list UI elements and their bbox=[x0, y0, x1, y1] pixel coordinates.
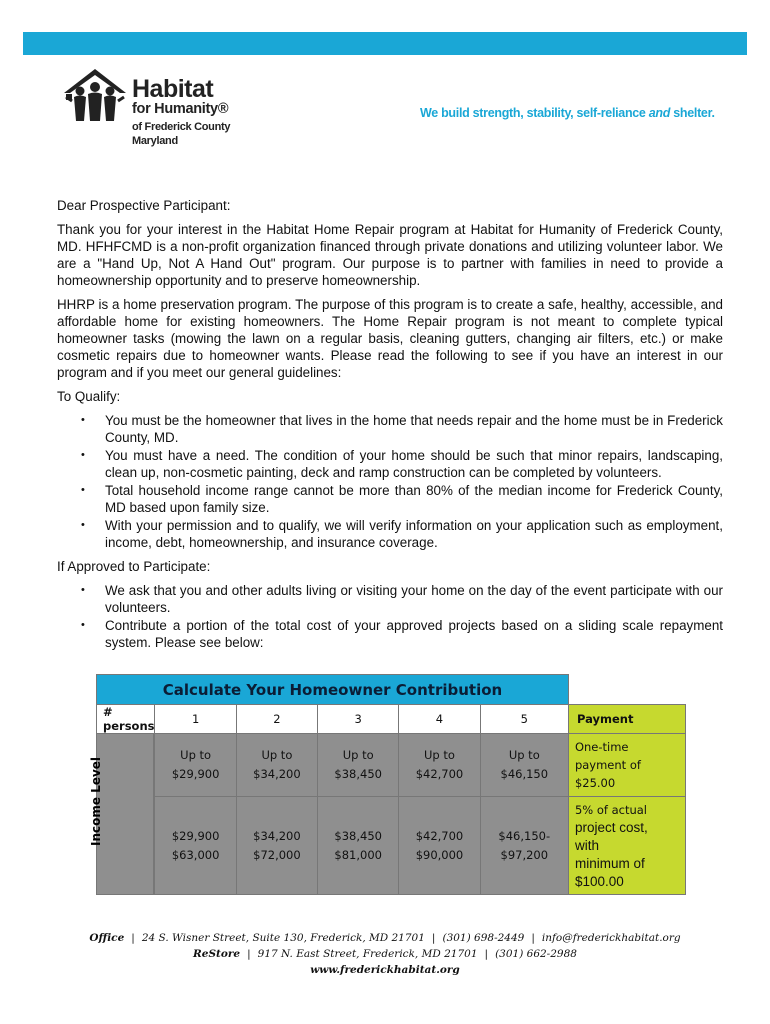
income-level-label: Income Level bbox=[89, 756, 103, 846]
list-item bbox=[57, 447, 723, 481]
cell-value: $81,000 bbox=[334, 847, 382, 862]
logo-wordmark bbox=[132, 77, 230, 148]
payment-cell-tier-2 bbox=[568, 797, 685, 895]
list-item bbox=[57, 412, 723, 446]
income-cell bbox=[236, 797, 317, 895]
cell-line: Up to bbox=[180, 748, 212, 762]
cell-value: $38,450 bbox=[334, 767, 382, 781]
footer-restore-line: ReStore | 917 N. East Street, Frederick, MD 21701 | (301) 662-2988 bbox=[193, 948, 577, 960]
table-row bbox=[97, 797, 686, 895]
office-phone: (301) 698-2449 bbox=[442, 932, 525, 944]
income-cell bbox=[155, 797, 236, 895]
cell-value: $29,900 bbox=[171, 828, 220, 843]
cell-value: $97,200 bbox=[500, 847, 549, 862]
logo-county: of Frederick County bbox=[132, 121, 231, 133]
payment-line: minimum of bbox=[574, 855, 645, 871]
cell-value: $34,200 bbox=[253, 767, 301, 781]
restore-phone: (301) 662-2988 bbox=[495, 948, 577, 960]
footer-office-line: Office | 24 S. Wisner Street, Suite 130, Frederick, MD 21701 | (301) 698-2449 | info@frederickhabitat.org bbox=[89, 932, 681, 944]
cell-value: $34,200 bbox=[253, 828, 301, 843]
cell-line: Up to bbox=[261, 748, 293, 762]
logo-habitat: Habitat bbox=[132, 75, 214, 103]
cell-value: $72,000 bbox=[253, 847, 301, 862]
bullet-icon: • bbox=[81, 519, 85, 531]
persons-1: 1 bbox=[155, 705, 236, 734]
cell-line: Up to bbox=[424, 748, 455, 762]
tagline bbox=[420, 106, 715, 120]
logo-for-humanity: for Humanity® bbox=[132, 101, 229, 117]
bullet-icon: • bbox=[81, 619, 85, 631]
list-item-text: We ask that you and other adults living or visiting your home on the day of the event participate with our volunteers. bbox=[105, 583, 723, 615]
list-item-text: Total household income range cannot be more than 80% of the median income for Frederick County, MD based upon family size. bbox=[105, 483, 723, 515]
income-cell bbox=[318, 797, 399, 895]
list-item bbox=[57, 582, 723, 616]
qualify-list bbox=[57, 412, 723, 551]
income-cell bbox=[155, 734, 236, 797]
payment-line: payment of bbox=[574, 758, 641, 772]
bullet-icon: • bbox=[81, 584, 85, 596]
list-item bbox=[57, 482, 723, 516]
persons-3: 3 bbox=[318, 705, 399, 734]
income-cell bbox=[399, 797, 480, 895]
list-item bbox=[57, 617, 723, 651]
tagline-emphasis: and bbox=[648, 106, 671, 120]
persons-2: 2 bbox=[236, 705, 317, 734]
persons-header: # persons bbox=[97, 705, 155, 734]
cell-value: $42,700 bbox=[415, 828, 464, 843]
salutation: Dear Prospective Participant: bbox=[57, 198, 231, 213]
footer-contact bbox=[0, 930, 770, 978]
tagline-part-1: We build strength, stability, self-reliance bbox=[420, 106, 649, 120]
cell-line: Up to bbox=[342, 748, 374, 762]
habitat-logo bbox=[62, 67, 232, 157]
list-item-text: You must be the homeowner that lives in the home that needs repair and the home must be in Frederick County, MD. bbox=[105, 413, 723, 445]
intro-paragraph: Thank you for your interest in the Habitat Home Repair program at Habitat for Humanity of Frederick County, MD. HFHFCMD is a non-profit organization financed through private donations and utilizing volunteer labor. We are a "Hand Up, Not A Hand Out" program. Our purpose is to partner with families in need to provide a homeownership opportunity and to preserve homeownership. bbox=[57, 222, 723, 288]
list-item bbox=[57, 517, 723, 551]
cell-value: $38,450 bbox=[334, 828, 382, 843]
persons-4: 4 bbox=[399, 705, 480, 734]
income-cell bbox=[480, 734, 568, 797]
table-title: Calculate Your Homeowner Contribution bbox=[97, 675, 569, 705]
income-cell bbox=[318, 734, 399, 797]
income-cell bbox=[236, 734, 317, 797]
qualify-heading: To Qualify: bbox=[57, 389, 121, 404]
tagline-part-2: shelter. bbox=[670, 106, 715, 120]
payment-amount: $25.00 bbox=[574, 776, 616, 790]
income-level-cell bbox=[89, 734, 154, 895]
list-item-text: Contribute a portion of the total cost of your approved projects based on a sliding scale repayment system. Please see below: bbox=[105, 618, 723, 650]
payment-amount: $100.00 bbox=[574, 873, 624, 889]
cell-value: $46,150- bbox=[498, 828, 551, 843]
payment-header: Payment bbox=[568, 705, 685, 734]
logo-state: Maryland bbox=[132, 135, 178, 147]
list-item-text: You must have a need. The condition of your home should be such that minor repairs, landscaping, clean up, non-cosmetic painting, deck and ramp construction can be completed by volunteers. bbox=[105, 448, 723, 480]
table-header-row bbox=[97, 705, 686, 734]
bullet-icon: • bbox=[81, 484, 85, 496]
cell-value: $46,150 bbox=[500, 767, 549, 781]
email-link[interactable]: info@frederickhabitat.org bbox=[541, 932, 681, 944]
letter-body bbox=[57, 197, 723, 658]
income-cell bbox=[399, 734, 480, 797]
office-address: 24 S. Wisner Street, Suite 130, Frederick, MD 21701 bbox=[141, 932, 425, 944]
program-paragraph: HHRP is a home preservation program. The purpose of this program is to create a safe, healthy, accessible, and affordable home for existing homeowners. The Home Repair program is not meant to complete typical homeowner tasks (mowing the lawn on a regular basis, cleaning gutters, changing air filters, etc.) or make cosmetic repairs due to homeowner wants. Please read the following to see if you have an interest in our program and if you meet our general guidelines: bbox=[57, 297, 723, 380]
persons-5: 5 bbox=[480, 705, 568, 734]
approved-list bbox=[57, 582, 723, 651]
payment-line: with bbox=[574, 837, 599, 853]
payment-line: One-time bbox=[574, 740, 629, 754]
list-item-text: With your permission and to qualify, we will verify information on your application such as employment, income, debt, homeownership, and insurance coverage. bbox=[105, 518, 723, 550]
bullet-icon: • bbox=[81, 449, 85, 461]
bullet-icon: • bbox=[81, 414, 85, 426]
payment-line: 5% of actual bbox=[574, 802, 648, 817]
habitat-house-people-icon bbox=[62, 67, 128, 123]
cell-value: $42,700 bbox=[415, 767, 464, 781]
top-banner-bar bbox=[23, 32, 747, 55]
contribution-table bbox=[89, 674, 686, 895]
restore-label: ReStore bbox=[193, 948, 241, 960]
payment-cell-tier-1 bbox=[568, 734, 685, 797]
income-cell bbox=[480, 797, 568, 895]
payment-line: project cost, bbox=[574, 819, 648, 835]
office-label: Office bbox=[89, 932, 125, 944]
footer-website-line bbox=[0, 962, 770, 978]
table-row bbox=[97, 734, 686, 797]
cell-value: $29,900 bbox=[171, 767, 220, 781]
cell-value: $90,000 bbox=[415, 847, 464, 862]
cell-line: Up to bbox=[508, 748, 540, 762]
approved-heading: If Approved to Participate: bbox=[57, 559, 211, 574]
website-link[interactable]: www.frederickhabitat.org bbox=[310, 964, 460, 976]
restore-address: 917 N. East Street, Frederick, MD 21701 bbox=[257, 948, 478, 960]
cell-value: $63,000 bbox=[171, 847, 220, 862]
